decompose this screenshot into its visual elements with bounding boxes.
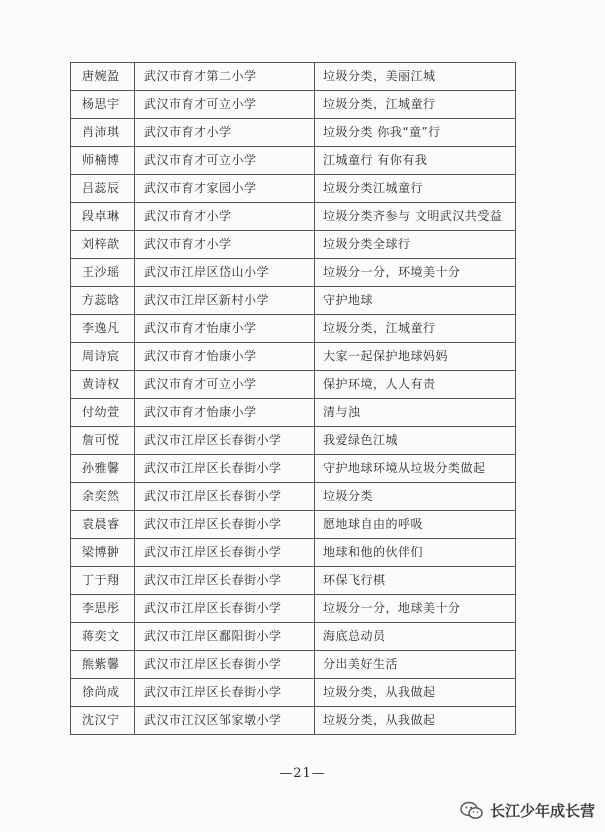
table-row <box>71 595 516 623</box>
student-name-cell: 李逸凡 <box>71 315 135 343</box>
student-name-cell: 肖沛琪 <box>71 119 135 147</box>
student-name-cell: 段卓琳 <box>71 203 135 231</box>
table-row <box>71 63 516 91</box>
table-row <box>71 427 516 455</box>
table-row <box>71 707 516 735</box>
school-cell: 武汉市江岸区长春街小学 <box>135 539 315 567</box>
work-title-cell: 垃圾分类齐参与 文明武汉共受益 <box>315 203 516 231</box>
work-title-cell: 分出美好生活 <box>315 651 516 679</box>
watermark <box>460 800 595 821</box>
school-cell: 武汉市育才小学 <box>135 203 315 231</box>
work-title-cell: 愿地球自由的呼吸 <box>315 511 516 539</box>
work-title-cell: 守护地球环境从垃圾分类做起 <box>315 455 516 483</box>
work-title-cell: 垃圾分类 <box>315 483 516 511</box>
table-row <box>71 511 516 539</box>
school-cell: 武汉市育才可立小学 <box>135 91 315 119</box>
table-row <box>71 623 516 651</box>
table-row <box>71 203 516 231</box>
student-name-cell: 詹可悦 <box>71 427 135 455</box>
school-cell: 武汉市育才可立小学 <box>135 147 315 175</box>
work-title-cell: 垃圾分类 你我“童”行 <box>315 119 516 147</box>
student-name-cell: 李思彤 <box>71 595 135 623</box>
school-cell: 武汉市育才小学 <box>135 119 315 147</box>
table-row <box>71 231 516 259</box>
school-cell: 武汉市育才家园小学 <box>135 175 315 203</box>
school-cell: 武汉市江岸区长春街小学 <box>135 511 315 539</box>
school-cell: 武汉市江岸区长春街小学 <box>135 483 315 511</box>
student-name-cell: 吕蕊辰 <box>71 175 135 203</box>
work-title-cell: 垃圾分类，美丽江城 <box>315 63 516 91</box>
student-name-cell: 徐尚成 <box>71 679 135 707</box>
work-title-cell: 地球和他的伙伴们 <box>315 539 516 567</box>
student-name-cell: 师楠博 <box>71 147 135 175</box>
table-row <box>71 343 516 371</box>
student-name-cell: 袁晨睿 <box>71 511 135 539</box>
school-cell: 武汉市育才小学 <box>135 231 315 259</box>
table-row <box>71 119 516 147</box>
school-cell: 武汉市江岸区长春街小学 <box>135 595 315 623</box>
work-title-cell: 我爱绿色江城 <box>315 427 516 455</box>
table-row <box>71 651 516 679</box>
work-title-cell: 垃圾分类，从我做起 <box>315 679 516 707</box>
table-row <box>71 455 516 483</box>
school-cell: 武汉市江岸区长春街小学 <box>135 651 315 679</box>
student-name-cell: 唐婉盈 <box>71 63 135 91</box>
student-name-cell: 丁于翔 <box>71 567 135 595</box>
work-title-cell: 垃圾分一分，环境美十分 <box>315 259 516 287</box>
work-title-cell: 保护环境，人人有责 <box>315 371 516 399</box>
wechat-icon <box>460 801 484 821</box>
student-name-cell: 方蕊晗 <box>71 287 135 315</box>
work-title-cell: 海底总动员 <box>315 623 516 651</box>
table-row <box>71 91 516 119</box>
table-row <box>71 147 516 175</box>
school-cell: 武汉市江岸区长春街小学 <box>135 679 315 707</box>
work-title-cell: 守护地球 <box>315 287 516 315</box>
work-title-cell: 大家一起保护地球妈妈 <box>315 343 516 371</box>
school-cell: 武汉市育才第二小学 <box>135 63 315 91</box>
school-cell: 武汉市江岸区长春街小学 <box>135 455 315 483</box>
table-row <box>71 371 516 399</box>
school-cell: 武汉市江岸区鄱阳街小学 <box>135 623 315 651</box>
school-cell: 武汉市育才怡康小学 <box>135 343 315 371</box>
table-row <box>71 539 516 567</box>
award-roster-table <box>70 62 516 735</box>
school-cell: 武汉市江汉区邹家墩小学 <box>135 707 315 735</box>
table-row <box>71 679 516 707</box>
student-name-cell: 周诗宸 <box>71 343 135 371</box>
school-cell: 武汉市育才怡康小学 <box>135 315 315 343</box>
student-name-cell: 黄诗权 <box>71 371 135 399</box>
page-number: —21— <box>279 766 326 781</box>
table-row <box>71 175 516 203</box>
school-cell: 武汉市江岸区长春街小学 <box>135 427 315 455</box>
table-row <box>71 483 516 511</box>
work-title-cell: 垃圾分类，江城童行 <box>315 315 516 343</box>
table-row <box>71 287 516 315</box>
student-name-cell: 熊紫馨 <box>71 651 135 679</box>
work-title-cell: 清与浊 <box>315 399 516 427</box>
table-row <box>71 315 516 343</box>
table-row <box>71 259 516 287</box>
work-title-cell: 垃圾分类全球行 <box>315 231 516 259</box>
work-title-cell: 垃圾分一分，地球美十分 <box>315 595 516 623</box>
work-title-cell: 垃圾分类江城童行 <box>315 175 516 203</box>
table-row <box>71 567 516 595</box>
watermark-text: 长江少年成长营 <box>489 802 595 820</box>
work-title-cell: 垃圾分类，江城童行 <box>315 91 516 119</box>
student-name-cell: 孙雅馨 <box>71 455 135 483</box>
work-title-cell: 垃圾分类，从我做起 <box>315 707 516 735</box>
roster-body <box>71 63 516 735</box>
student-name-cell: 刘梓歆 <box>71 231 135 259</box>
school-cell: 武汉市育才怡康小学 <box>135 399 315 427</box>
school-cell: 武汉市江岸区新村小学 <box>135 287 315 315</box>
school-cell: 武汉市江岸区岱山小学 <box>135 259 315 287</box>
work-title-cell: 江城童行 有你有我 <box>315 147 516 175</box>
student-name-cell: 付幼萱 <box>71 399 135 427</box>
student-name-cell: 梁博翀 <box>71 539 135 567</box>
work-title-cell: 环保飞行棋 <box>315 567 516 595</box>
student-name-cell: 余奕然 <box>71 483 135 511</box>
student-name-cell: 王沙瑶 <box>71 259 135 287</box>
student-name-cell: 蒋奕文 <box>71 623 135 651</box>
school-cell: 武汉市育才可立小学 <box>135 371 315 399</box>
table-row <box>71 399 516 427</box>
student-name-cell: 杨思宇 <box>71 91 135 119</box>
school-cell: 武汉市江岸区长春街小学 <box>135 567 315 595</box>
student-name-cell: 沈汉宁 <box>71 707 135 735</box>
